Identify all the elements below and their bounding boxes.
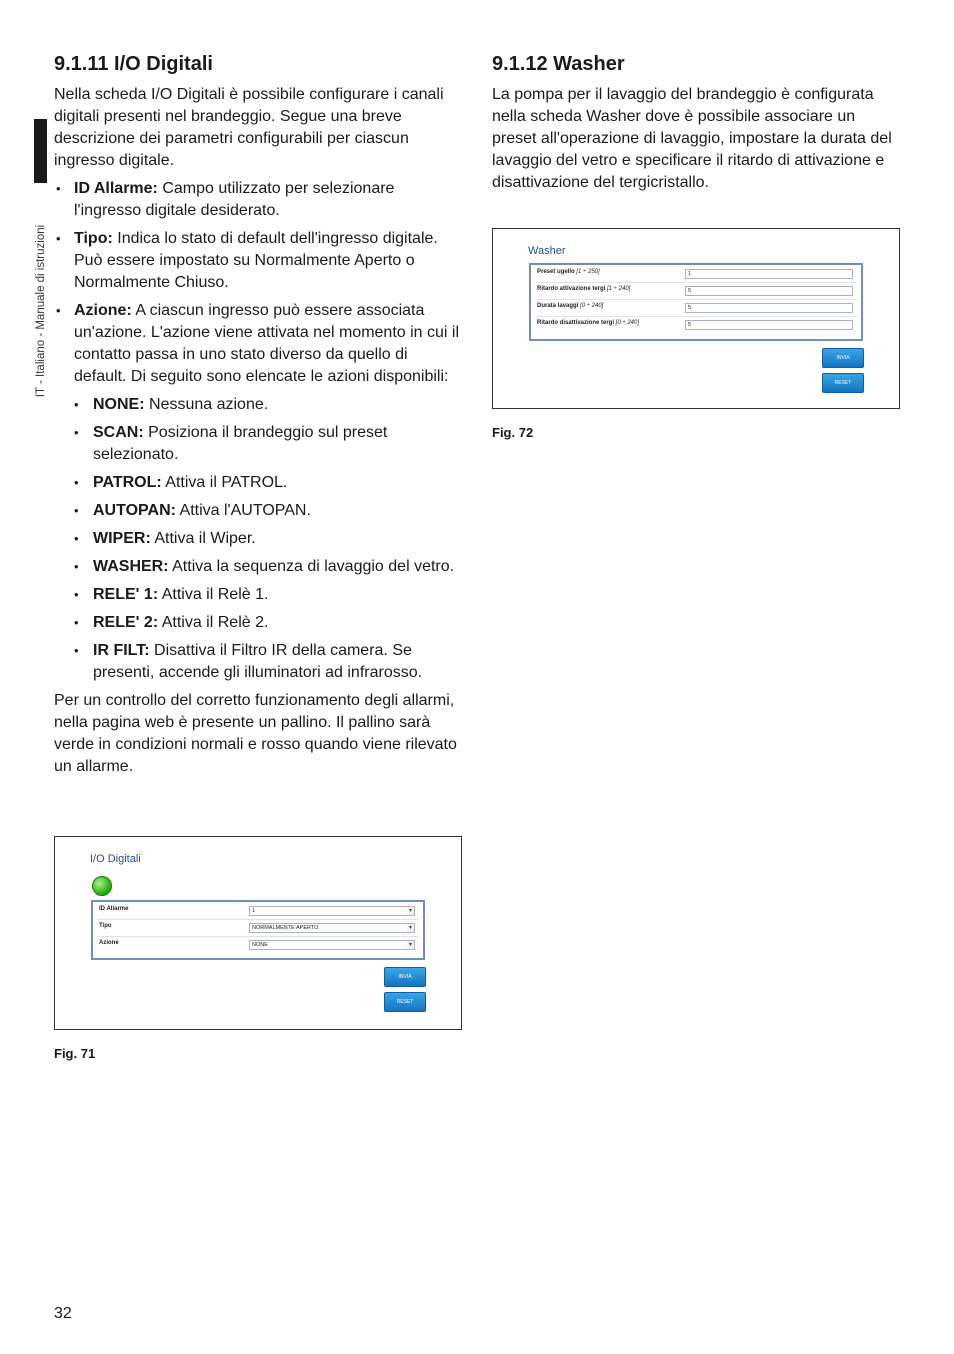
- term: WASHER:: [93, 558, 169, 575]
- term: IR FILT:: [93, 642, 150, 659]
- chevron-down-icon: ▾: [408, 942, 412, 948]
- io-outro: Per un controllo del corretto funzionamento degli allarmi, nella pagina web è presente un pallino. Il pallino sarà verde in condizioni normali e rosso quando viene rilevato un allarme.: [54, 692, 457, 775]
- form-row-ritardo-attivazione: [535, 283, 857, 300]
- description: Campo utilizzato per selezionare l'ingresso digitale desiderato.: [74, 180, 395, 219]
- list-item: [74, 640, 462, 684]
- field-label: [537, 303, 603, 309]
- term: NONE:: [93, 396, 145, 413]
- list-item: [74, 422, 462, 466]
- ritardo-disattivazione-input[interactable]: 5: [685, 320, 853, 330]
- label-text: Ritardo attivazione tergi: [537, 286, 606, 292]
- right-column: [492, 52, 902, 200]
- form-row-id-allarme: [97, 903, 419, 920]
- description: Posiziona il brandeggio sul preset selezionato.: [93, 424, 388, 463]
- select-value: 1: [252, 908, 256, 914]
- description: Attiva il Wiper.: [150, 530, 256, 547]
- form-row-ritardo-disattivazione: [535, 317, 857, 333]
- reset-button[interactable]: RESET: [384, 992, 426, 1012]
- io-intro: Nella scheda I/O Digitali è possibile configurare i canali digitali presenti nel brandeggio. Segue una breve descrizione dei parametri configurabili per ciascun ingresso digitale.: [54, 86, 444, 169]
- reset-button[interactable]: RESET: [822, 373, 864, 393]
- description: Attiva il Relè 2.: [158, 614, 269, 631]
- list-item: [74, 528, 462, 550]
- term: Tipo:: [74, 230, 113, 247]
- figure-washer: [492, 228, 900, 409]
- action-list: [74, 394, 462, 684]
- washer-intro: La pompa per il lavaggio del brandeggio è configurata nella scheda Washer dove è possibile associare un preset all'operazione di lavaggio, impostare la durata del lavaggio del vetro e specificare il ritardo di attivazione e disattivazione del tergicristallo.: [492, 86, 892, 191]
- form-row-durata-lavaggi: [535, 300, 857, 317]
- figure-caption: Fig. 72: [492, 425, 534, 440]
- label-text: Preset ugello: [537, 269, 575, 275]
- form-row-azione: [97, 937, 419, 953]
- field-label: Tipo: [99, 923, 112, 929]
- label-text: Ritardo disattivazione tergi: [537, 320, 615, 326]
- section-marker: [34, 119, 47, 183]
- list-item: [74, 500, 462, 522]
- left-column: [54, 52, 462, 784]
- chevron-down-icon: ▾: [408, 925, 412, 931]
- form-row-preset-ugello: [535, 266, 857, 283]
- label-range: [0 ÷ 240]: [614, 320, 639, 326]
- io-form: [91, 900, 425, 960]
- select-value: NORMALMENTE APERTO: [252, 925, 319, 931]
- description: Attiva la sequenza di lavaggio del vetro.: [168, 558, 455, 575]
- description: A ciascun ingresso può essere associata un'azione. L'azione viene attivata nel momento in cui il contatto passa in uno stato diverso da quello di default. Di seguito sono elencate le azioni disponibili:: [74, 302, 460, 385]
- section-heading-washer: 9.1.12 Washer: [492, 53, 625, 75]
- durata-lavaggi-input[interactable]: 5: [685, 303, 853, 313]
- field-label: ID Allarme: [99, 906, 129, 912]
- label-text: Durata lavaggi: [537, 303, 579, 309]
- list-item: [54, 178, 462, 222]
- alarm-status-led: [92, 876, 112, 896]
- azione-select[interactable]: [249, 940, 415, 950]
- field-label: [537, 269, 600, 275]
- manual-side-label: IT - Italiano - Manuale di istruzioni: [35, 224, 47, 398]
- send-button[interactable]: INVIA: [384, 967, 426, 987]
- description: Disattiva il Filtro IR della camera. Se presenti, accende gli illuminatori ad infrarosso.: [93, 642, 423, 681]
- description: Attiva il Relè 1.: [158, 586, 269, 603]
- term: AUTOPAN:: [93, 502, 176, 519]
- figure-caption: Fig. 71: [54, 1046, 96, 1061]
- fig-title: Washer: [528, 245, 566, 257]
- list-item: [74, 584, 462, 606]
- description: Attiva l'AUTOPAN.: [175, 502, 311, 519]
- send-button[interactable]: INVIA: [822, 348, 864, 368]
- term: WIPER:: [93, 530, 151, 547]
- washer-form: [529, 263, 863, 341]
- description: Indica lo stato di default dell'ingresso digitale. Può essere impostato su Normalmente Aperto o Normalmente Chiuso.: [74, 230, 438, 291]
- select-value: NONE: [252, 942, 268, 948]
- list-item: [74, 472, 462, 494]
- field-label: Azione: [99, 940, 119, 946]
- field-label: [537, 320, 639, 326]
- description: Attiva il PATROL.: [161, 474, 288, 491]
- page-number: 32: [54, 1305, 72, 1322]
- term: RELE' 1:: [93, 586, 159, 603]
- fig-title: I/O Digitali: [90, 853, 141, 865]
- label-range: [1 ÷ 240]: [605, 286, 631, 292]
- tipo-select[interactable]: [249, 923, 415, 933]
- preset-ugello-input[interactable]: 1: [685, 269, 853, 279]
- term: ID Allarme:: [74, 180, 158, 197]
- list-item: [74, 556, 462, 578]
- term: Azione:: [74, 302, 132, 319]
- list-item: [54, 300, 462, 684]
- term: RELE' 2:: [93, 614, 159, 631]
- term: PATROL:: [93, 474, 162, 491]
- form-row-tipo: [97, 920, 419, 937]
- list-item: [54, 228, 462, 294]
- list-item: [74, 394, 462, 416]
- ritardo-attivazione-input[interactable]: 5: [685, 286, 853, 296]
- description: Nessuna azione.: [144, 396, 269, 413]
- list-item: [74, 612, 462, 634]
- section-heading-io: 9.1.11 I/O Digitali: [54, 53, 213, 75]
- id-allarme-select[interactable]: [249, 906, 415, 916]
- label-range: [0 ÷ 240]: [578, 303, 604, 309]
- field-label: [537, 286, 630, 292]
- figure-io-digitali: [54, 836, 462, 1030]
- term: SCAN:: [93, 424, 144, 441]
- io-parameter-list: [54, 178, 462, 684]
- chevron-down-icon: ▾: [408, 908, 412, 914]
- label-range: [1 ÷ 250]: [574, 269, 600, 275]
